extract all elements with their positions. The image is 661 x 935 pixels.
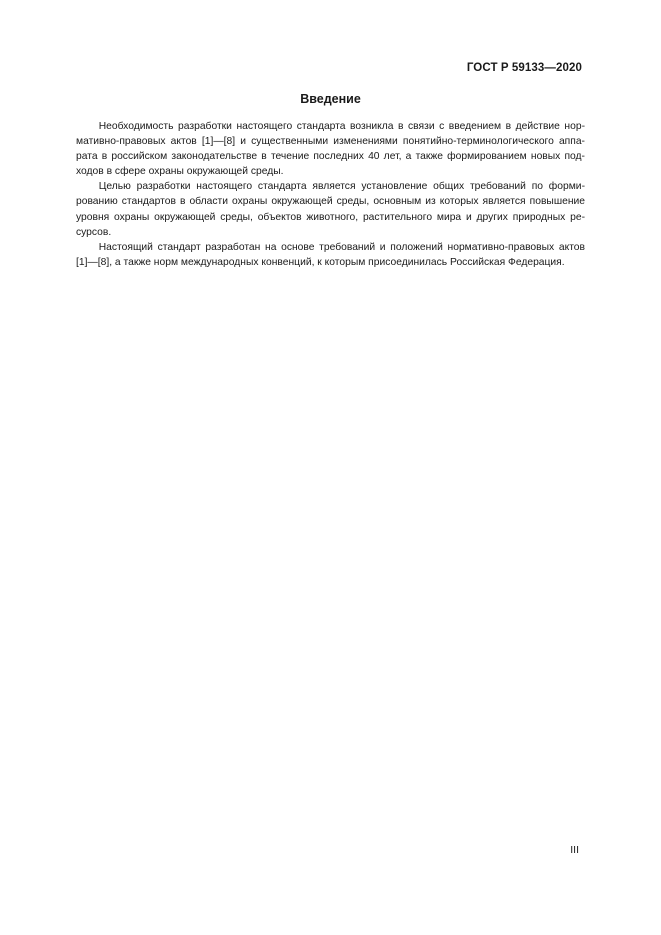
- standard-code: ГОСТ Р 59133—2020: [466, 62, 582, 74]
- body-text: [73, 119, 585, 270]
- paragraph: Необходимость разработки настоящего стандарта возникла в связи с введением в действие нор- мативно-правовых актов [1]—[8] и существенными изменениями понятийно-терминологического аппа- рата в российском законодательстве в течение последних 40 лет, а также формированием новых под- ходов в сфере охраны окружающей среды.: [73, 121, 585, 178]
- paragraph: Целью разработки настоящего стандарта является установление общих требований по форми- рованию стандартов в области охраны окружающей среды, основным из которых является повышение уровня охраны окружающей среды, объектов животного, растительного мира и других природных ре- сурсов.: [73, 181, 585, 238]
- paragraph: Настоящий стандарт разработан на основе требований и положений нормативно-правовых актов [1]—[8], а также норм международных конвенций, к которым присоединилась Российская Федерация.: [73, 241, 585, 268]
- section-title: Введение: [300, 92, 361, 106]
- page-number: III: [570, 844, 579, 856]
